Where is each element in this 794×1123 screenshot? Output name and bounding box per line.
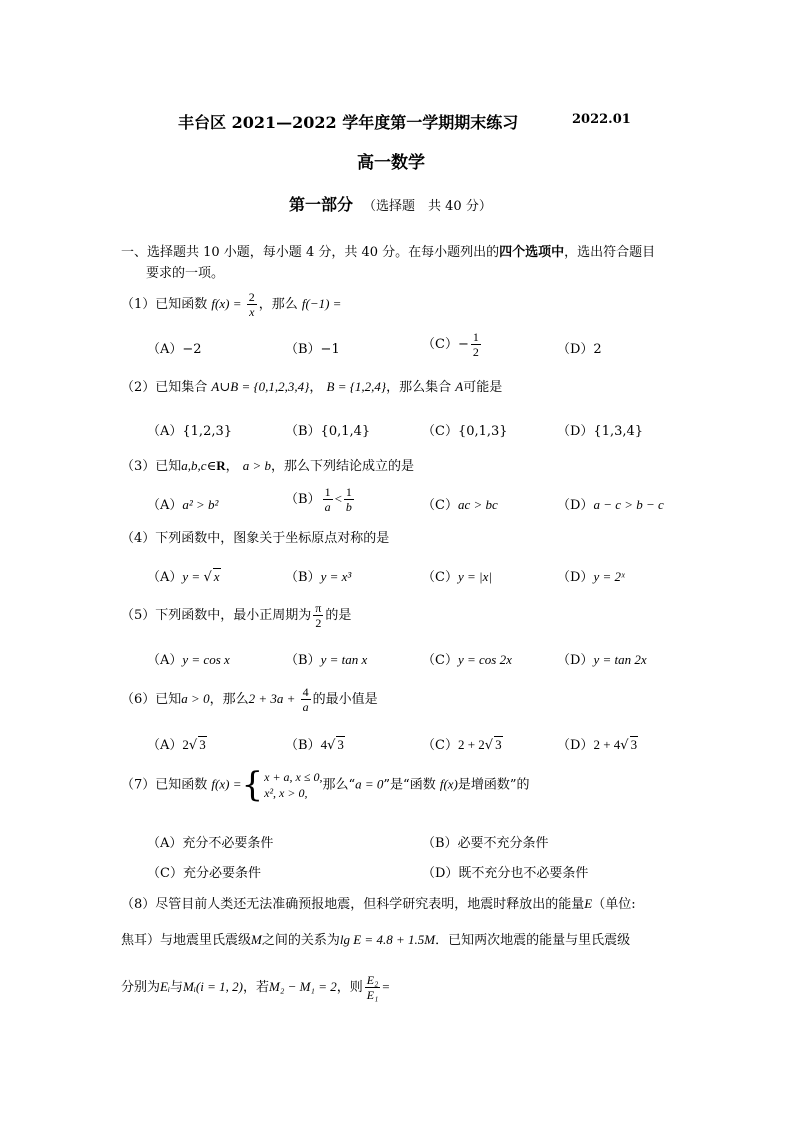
math-set-b: B = {1,2,4}: [326, 379, 387, 394]
option-math: a − c > b − c: [593, 497, 664, 512]
question-6: [121, 685, 378, 714]
question-text: ，那么集合: [386, 380, 456, 395]
q4-option-b[interactable]: [285, 566, 351, 585]
part-note: （选择题 共 40 分）: [363, 199, 492, 214]
math-in: ∈: [206, 458, 217, 473]
sqrt-icon: √: [620, 738, 629, 753]
question-text: 已知函数: [155, 777, 212, 793]
q6-option-a[interactable]: [147, 734, 207, 753]
fraction-denominator: 2: [472, 345, 479, 359]
question-number: （4）: [121, 531, 156, 546]
q1-option-d[interactable]: （D）2: [557, 342, 602, 357]
fraction-numerator: π: [315, 601, 322, 615]
option-label: （A）: [147, 498, 183, 513]
option-math: y = cos 2x: [457, 652, 512, 667]
question-number: （5）: [121, 608, 156, 623]
math-condition: a > b: [242, 458, 272, 473]
question-text: ，那么: [258, 297, 302, 312]
section-intro-line1: [121, 244, 655, 262]
fraction: [323, 485, 333, 514]
intro-text: 一、选择题共 10 小题，每小题 4 分，共 40 分。在每小题列出的: [121, 245, 500, 260]
math-reals: R: [216, 458, 226, 473]
fraction-numerator: E₂: [366, 973, 379, 987]
option-math: y = |x|: [457, 569, 492, 584]
question-8-line3: [121, 973, 390, 1002]
math-ei: Eᵢ: [160, 979, 171, 994]
option-math: y = 2ˣ: [593, 569, 625, 584]
math-condition: a = 0: [355, 776, 384, 792]
fraction-numerator: 1: [472, 330, 479, 344]
q1-option-a[interactable]: （A）−2: [147, 342, 202, 357]
question-number: （3）: [121, 459, 156, 474]
part-title: 第一部分: [289, 195, 354, 214]
q4-option-d[interactable]: [557, 566, 625, 585]
question-number: （2）: [121, 380, 156, 395]
question-2: [121, 378, 502, 397]
question-text: 已知函数: [155, 297, 212, 312]
part-heading: [289, 192, 492, 215]
brace-icon: {: [241, 765, 264, 805]
question-text: ，若: [242, 980, 269, 995]
question-8-line2: [121, 931, 630, 950]
question-3: [121, 457, 414, 476]
sqrt-icon: √: [484, 738, 494, 753]
fraction-denominator: a: [324, 500, 331, 514]
question-text: ，那么下列结论成立的是: [271, 459, 415, 474]
math-formula: lg E = 4.8 + 1.5M: [339, 932, 436, 947]
question-text: ．已知两次地震的能量与里氏震级: [435, 933, 631, 948]
option-math: y = cos x: [182, 652, 230, 667]
q5-option-a[interactable]: [147, 649, 230, 668]
q2-option-a[interactable]: （A）{1,2,3}: [147, 424, 233, 439]
option-label: （B）: [285, 570, 321, 585]
option-label: （C）: [422, 570, 458, 585]
q5-option-b[interactable]: [285, 649, 367, 668]
question-number: （7）: [121, 777, 156, 793]
fraction: [247, 290, 257, 319]
q1-option-b[interactable]: （B）−1: [285, 342, 340, 357]
question-text: ，则: [336, 980, 363, 995]
q2-option-d[interactable]: （D）{1,3,4}: [557, 424, 644, 439]
math-e: E: [584, 896, 593, 911]
option-label: （C）: [422, 498, 458, 513]
section-intro-line2: 要求的一项。: [146, 266, 225, 281]
math-m: M: [251, 932, 262, 947]
separator: ，: [309, 380, 327, 395]
question-text: （8）尽管目前人类还无法准确预报地震，但科学研究表明，地震时释放出的能量: [121, 897, 585, 912]
math-difference: M₂ − M₁ = 2: [268, 979, 337, 994]
option-label: （D）: [557, 498, 594, 513]
option-math: y =: [182, 569, 204, 584]
question-text: ，那么: [209, 692, 249, 707]
option-label: （A）: [147, 738, 183, 753]
option-math: 2 + 2: [457, 737, 485, 752]
subject-title: 高一数学: [357, 153, 425, 173]
math-fx: f(x) =: [211, 296, 245, 311]
q3-option-a[interactable]: [147, 494, 218, 513]
math-expression: 2 + 3a +: [248, 691, 299, 706]
option-label: （D）: [557, 653, 594, 668]
q5-option-d[interactable]: [557, 649, 647, 668]
math-fx: f(x) =: [211, 776, 242, 792]
fraction: [344, 485, 354, 514]
question-number: （6）: [121, 692, 156, 707]
option-math: y = x³: [320, 569, 352, 584]
q2-option-b[interactable]: （B）{0,1,4}: [285, 424, 371, 439]
fraction-denominator: x: [249, 305, 255, 319]
fraction: [301, 685, 311, 714]
option-label: （A）: [147, 653, 183, 668]
question-8-line1: [121, 895, 636, 914]
question-text: 下列函数中，图象关于坐标原点对称的是: [155, 531, 390, 546]
fraction-numerator: 1: [345, 485, 352, 499]
exam-title: 丰台区 2021—2022 学年度第一学期期末练习: [178, 113, 519, 132]
option-label: （C）−: [422, 337, 469, 352]
q3-option-b[interactable]: [285, 485, 356, 514]
question-text: 已知集合: [155, 380, 212, 395]
option-math: 4: [320, 737, 328, 752]
exam-date: 2022.01: [572, 112, 631, 127]
question-text: （单位:: [592, 897, 636, 912]
q5-option-c[interactable]: [422, 649, 512, 668]
fraction-numerator: 4: [302, 685, 309, 699]
piecewise-case-1: x + a, x ≤ 0,: [264, 770, 323, 784]
question-text: 是增函数”的: [457, 777, 530, 793]
fraction-denominator: 2: [315, 616, 322, 630]
sqrt-icon: √: [188, 738, 198, 753]
question-number: （1）: [121, 297, 156, 312]
q7-option-b[interactable]: （B）必要不充分条件: [422, 836, 549, 851]
sqrt-icon: √: [203, 570, 212, 585]
fraction-denominator: b: [345, 500, 352, 514]
option-label: （A）: [147, 570, 183, 585]
fraction: [313, 601, 323, 630]
question-1: [121, 290, 341, 319]
math-vars: a,b,c: [181, 458, 207, 473]
radicand: 3: [199, 737, 206, 752]
q4-option-c[interactable]: [422, 566, 492, 585]
option-label: （B）: [285, 492, 321, 507]
math-equals: =: [382, 979, 390, 994]
q4-option-a[interactable]: [147, 566, 221, 585]
question-text: 的最小值是: [312, 692, 378, 707]
q7-option-d[interactable]: （D）既不充分也不必要条件: [422, 866, 589, 881]
question-text: 之间的关系为: [261, 933, 340, 948]
question-text: 已知: [155, 692, 182, 707]
option-math: y = tan 2x: [593, 652, 647, 667]
fraction: [471, 330, 481, 359]
fraction-numerator: 1: [324, 485, 331, 499]
math-a: A: [455, 379, 464, 394]
question-text: 焦耳）与地震里氏震级: [121, 933, 252, 948]
intro-bold: 四个选项中: [499, 245, 565, 260]
question-text: 下列函数中，最小正周期为: [155, 608, 312, 623]
math-condition: a > 0: [181, 691, 210, 706]
question-text: 已知: [155, 459, 182, 474]
question-5: [121, 601, 351, 630]
math-lt: <: [334, 491, 342, 506]
sqrt-icon: √: [327, 738, 336, 753]
q3-option-c[interactable]: [422, 494, 498, 513]
option-label: （B）: [285, 653, 321, 668]
question-text: 可能是: [463, 380, 503, 395]
radicand: 3: [630, 737, 638, 752]
question-text: 的是: [325, 608, 352, 623]
piecewise-case-2: x², x > 0,: [264, 786, 308, 800]
option-math: ac > bc: [457, 497, 498, 512]
option-label: （C）: [422, 738, 458, 753]
separator: ，: [225, 459, 243, 474]
fraction-numerator: 2: [248, 290, 255, 304]
question-text: ”是“函数: [383, 777, 440, 793]
q3-option-d[interactable]: [557, 494, 664, 513]
option-label: （B）: [285, 738, 321, 753]
fraction-denominator: a: [302, 700, 309, 714]
radicand: 3: [495, 737, 502, 752]
fraction-denominator: E₁: [366, 988, 379, 1002]
question-text: 分别为: [121, 980, 161, 995]
intro-text-end: ，选出符合题目: [564, 245, 656, 260]
q2-option-c[interactable]: （C）{0,1,3}: [422, 424, 508, 439]
question-text: 与: [170, 980, 184, 995]
q7-option-c[interactable]: （C）充分必要条件: [147, 866, 261, 881]
question-text: 那么“: [322, 777, 356, 793]
math-f-neg1: f(−1) =: [301, 296, 342, 311]
fraction: [365, 973, 381, 1002]
radicand: 3: [337, 737, 344, 752]
question-7: [121, 765, 530, 805]
math-fx: f(x): [439, 776, 458, 792]
q6-option-d[interactable]: [557, 734, 638, 753]
option-label: （D）: [557, 738, 594, 753]
option-math: 2: [182, 737, 189, 752]
q6-option-b[interactable]: [285, 734, 345, 753]
q1-option-c[interactable]: [422, 330, 483, 359]
option-label: （C）: [422, 653, 458, 668]
math-mi: Mᵢ(i = 1, 2): [183, 979, 243, 994]
option-label: （D）: [557, 570, 594, 585]
question-4: [121, 530, 389, 548]
q6-option-c[interactable]: [422, 734, 503, 753]
radicand: x: [213, 569, 220, 584]
option-math: 2 + 4: [593, 737, 621, 752]
option-math: a² > b²: [182, 497, 219, 512]
math-union: A∪B = {0,1,2,3,4}: [211, 379, 310, 394]
q7-option-a[interactable]: （A）充分不必要条件: [147, 836, 274, 851]
piecewise-definition: [241, 765, 323, 805]
option-math: y = tan x: [320, 652, 368, 667]
